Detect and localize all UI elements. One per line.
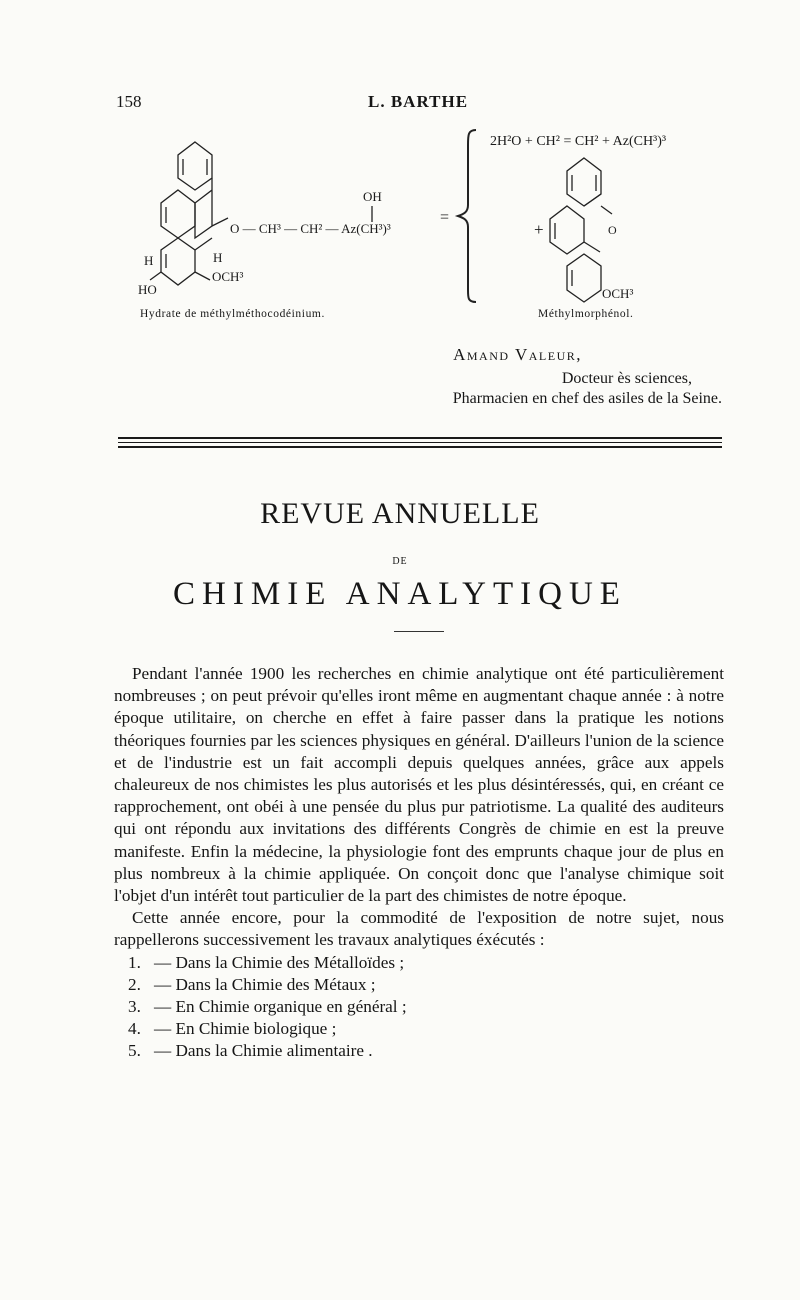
list-item: 5. — Dans la Chimie alimentaire . xyxy=(128,1041,373,1061)
formula-o: O xyxy=(608,223,617,237)
list-item: 4. — En Chimie biologique ; xyxy=(128,1019,337,1039)
section-title: REVUE ANNUELLE xyxy=(260,497,540,530)
divider-rule-middle xyxy=(118,442,722,443)
body-text xyxy=(114,663,724,1063)
formula-h-left: H xyxy=(144,253,154,268)
list-item: 1. — Dans la Chimie des Métalloïdes ; xyxy=(128,952,405,972)
signature-title: Docteur ès sciences, xyxy=(561,370,692,387)
left-ring-3 xyxy=(195,178,212,238)
section-title-de: DE xyxy=(392,556,408,567)
formula-plus: + xyxy=(534,220,544,239)
paragraph-2: Cette année encore, pour la commodité de l'exposition de notre sujet, nous rappellerons successivement les travaux analytiques éxécutés : xyxy=(114,908,724,950)
list-item: 2. — Dans la Chimie des Métaux ; xyxy=(128,974,376,994)
formula-ho: HO xyxy=(138,282,157,297)
section-subtitle: CHIMIE ANALYTIQUE xyxy=(173,576,627,612)
caption-right: Méthylmorphénol. xyxy=(538,308,634,320)
formula-equals: = xyxy=(440,209,450,226)
chemical-formula xyxy=(0,0,800,330)
page-number: 158 xyxy=(116,92,142,111)
left-brace xyxy=(458,130,476,302)
title-divider xyxy=(394,631,444,632)
list-item: 3. — En Chimie organique en général ; xyxy=(128,997,407,1017)
formula-top-equation: 2H²O + CH² = CH² + Az(CH³)³ xyxy=(490,134,667,149)
left-structure xyxy=(150,142,372,285)
topics-list xyxy=(114,952,724,1063)
formula-h-right: H xyxy=(213,250,223,265)
paragraph-1: Pendant l'année 1900 les recherches en chimie analytique ont été particulièrement nombreuses ; on peut prévoir qu'elles iront même en augmentant chaque année : à notre époque utilitaire, on cherche en effet à faire passer dans la pratique les notions théoriques fournies par les sciences physiques en général. D'ailleurs l'union de la science et de l'industrie est un fait accompli depuis quelques années, grâce aux appels chaleureux de nos chimistes les plus autorisés et les plus désintéressés, qui, en créant ce rapprochement, ont obéi à une pensée du plus pur patriotisme. La qualité des auditeurs qui ont répondu aux invitations des différents Congrès de chimie en est la preuve manifeste. Enfin la médecine, la physiologie font des emprunts chaque jour de plus en plus nombreux à la chimie appliquée. On conçoit donc que l'analyse chimique soit l'objet d'un intérêt tout particulier de la part des chimistes de notre époque. xyxy=(114,664,724,906)
right-structure xyxy=(550,158,612,302)
divider-rule-bottom xyxy=(118,446,722,448)
signature-name: Amand Valeur, xyxy=(453,345,582,364)
formula-chain: O — CH³ — CH² — Az(CH³)³ xyxy=(230,221,391,236)
signature-position: Pharmacien en chef des asiles de la Seine. xyxy=(452,390,722,407)
divider-rule-top xyxy=(118,437,722,439)
running-head-author: L. BARTHE xyxy=(368,92,469,111)
formula-oh: OH xyxy=(363,189,382,204)
caption-left: Hydrate de méthylméthocodéinium. xyxy=(140,308,325,320)
formula-och3-left: OCH³ xyxy=(212,269,244,284)
formula-och3-right: OCH³ xyxy=(602,286,634,301)
